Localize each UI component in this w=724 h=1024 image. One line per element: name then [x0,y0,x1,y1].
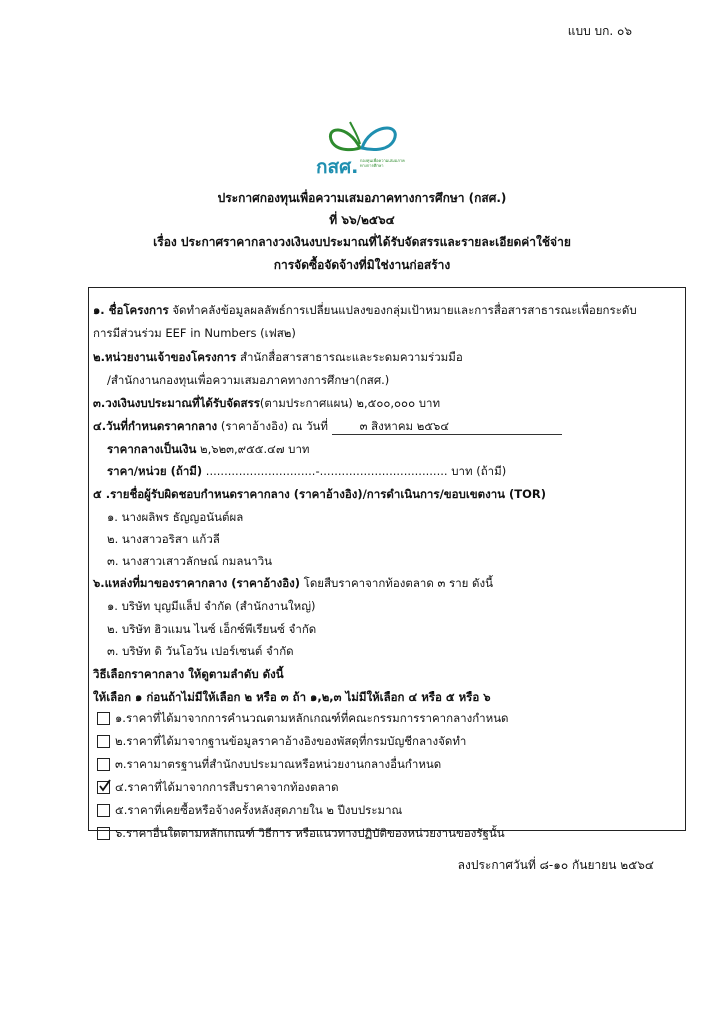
price-source-3: ๓. บริษัท ดิ วันโอวัน เปอร์เซนต์ จำกัด [107,644,294,658]
option-5-label: ๕.ราคาที่เคยซื้อหรือจ้างครั้งหลังสุดภายใน ๒ ปีงบประมาณ [115,803,403,817]
responsible-person-1: ๑. นางผลิพร ธัญญอนันต์ผล [107,510,244,524]
logo-tagline: กองทุนเพื่อความเสมอภาคทางการศึกษา [360,158,405,168]
option-2-label: ๒.ราคาที่ได้มาจากฐานข้อมูลราคาอ้างอิงของพัสดุที่กรมบัญชีกลางจัดทำ [115,734,467,748]
project-name-row [93,302,637,318]
unit-price-dots: ..............................-................................... [205,464,448,478]
unit-price-row [107,463,506,479]
option-2-checkbox[interactable] [97,735,110,748]
project-name-text-2: การมีส่วนร่วม EEF in Numbers (เฟส๒) [93,326,296,340]
price-source-row [93,575,493,591]
option-6-checkbox[interactable] [97,827,110,840]
responsible-person-3: ๓. นางสาวเสาวลักษณ์ กมลนาวิน [107,554,273,568]
price-date-text: (ราคาอ้างอิง) ณ วันที่ [220,419,328,433]
form-code: แบบ บก. ๐๖ [567,24,632,38]
price-date-field [332,418,562,435]
owner-unit-text-2: /สำนักงานกองทุนเพื่อความเสมอภาคทางการศึกษา(กสศ.) [107,373,390,387]
responsible-person-2: ๒. นางสาวอริสา แก้วลี [107,532,220,546]
price-date-value: ๓ สิงหาคม ๒๕๖๔ [359,419,450,433]
budget-label: ๓.วงเงินงบประมาณที่ได้รับจัดสรร [93,396,260,410]
budget-text: (ตามประกาศแผน) ๒,๕๐๐,๐๐๐ บาท [259,396,441,410]
unit-price-label: ราคา/หน่วย (ถ้ามี) [107,464,203,478]
option-4-checkbox[interactable] [97,781,110,794]
responsible-label: ๕ .รายชื่อผู้รับผิดชอบกำหนดราคากลาง (ราคาอ้างอิง)/การดำเนินการ/ขอบเขตงาน (TOR) [93,487,547,501]
owner-unit-label: ๒.หน่วยงานเจ้าของโครงการ [93,350,237,364]
checkmark-icon [98,779,111,792]
announcement-date: ลงประกาศวันที่ ๘-๑๐ กันยายน ๒๕๖๔ [457,858,654,872]
header-line-1: ประกาศกองทุนเพื่อความเสมอภาคทางการศึกษา (กสศ.) [217,191,507,205]
price-source-label: ๖.แหล่งที่มาของราคากลาง (ราคาอ้างอิง) [93,576,300,590]
owner-unit-row [93,349,463,365]
option-5-checkbox[interactable] [97,804,110,817]
header-line-3: เรื่อง ประกาศราคากลางวงเงินงบประมาณที่ได้รับจัดสรรและรายละเอียดค่าใช้จ่าย [153,235,571,249]
option-4-label: ๔.ราคาที่ได้มาจากการสืบราคาจากท้องตลาด [115,780,339,794]
price-source-2: ๒. บริษัท ฮิวแมน ไนซ์ เอ็กซ์พีเรียนซ์ จำกัด [107,622,317,636]
budget-row [93,395,440,411]
method-title: วิธีเลือกราคากลาง ให้ดูตามลำดับ ดังนี้ [93,667,284,681]
project-name-label: ๑. ชื่อโครงการ [93,303,169,317]
median-price-row [107,441,310,457]
median-price-label: ราคากลางเป็นเงิน [107,442,197,456]
option-6-label: ๖.ราคาอื่นใดตามหลักเกณฑ์ วิธีการ หรือแนวทางปฏิบัติของหน่วยงานของรัฐนั้น [115,826,505,840]
header-line-2: ที่ ๖๖/๒๕๖๔ [329,213,395,227]
header-line-4: การจัดซื้อจัดจ้างที่มิใช่งานก่อสร้าง [273,258,451,272]
price-date-row [93,418,562,435]
median-price-value: ๒,๖๒๓,๙๕๕.๔๗ บาท [200,442,310,456]
option-1-checkbox[interactable] [97,712,110,725]
price-source-1: ๑. บริษัท บุญมีแล็ป จำกัด (สำนักงานใหญ่) [107,599,316,613]
unit-price-text: บาท (ถ้ามี) [451,464,507,478]
owner-unit-text: สำนักสื่อสารสาธารณะและระดมความร่วมมือ [239,350,463,364]
option-3-label: ๓.ราคามาตรฐานที่สำนักงบประมาณหรือหน่วยงานกลางอื่นกำหนด [115,757,442,771]
logo-text: กสศ. [316,156,359,178]
price-source-text: โดยสืบราคาจากท้องตลาด ๓ ราย ดังนี้ [303,576,493,590]
price-date-label: ๔.วันที่กำหนดราคากลาง [93,419,218,433]
option-1-label: ๑.ราคาที่ได้มาจากการคำนวณตามหลักเกณฑ์ที่คณะกรรมการราคากลางกำหนด [115,711,509,725]
project-name-text: จัดทำคลังข้อมูลผลลัพธ์การเปลี่ยนแปลงของกลุ่มเป้าหมายและการสื่อสารสาธารณะเพื่อยกระดับ [172,303,637,317]
option-3-checkbox[interactable] [97,758,110,771]
method-instruction: ให้เลือก ๑ ก่อนถ้าไม่มีให้เลือก ๒ หรือ ๓ ถ้า ๑,๒,๓ ไม่มีให้เลือก ๔ หรือ ๕ หรือ ๖ [93,690,491,704]
eef-logo [310,118,414,178]
